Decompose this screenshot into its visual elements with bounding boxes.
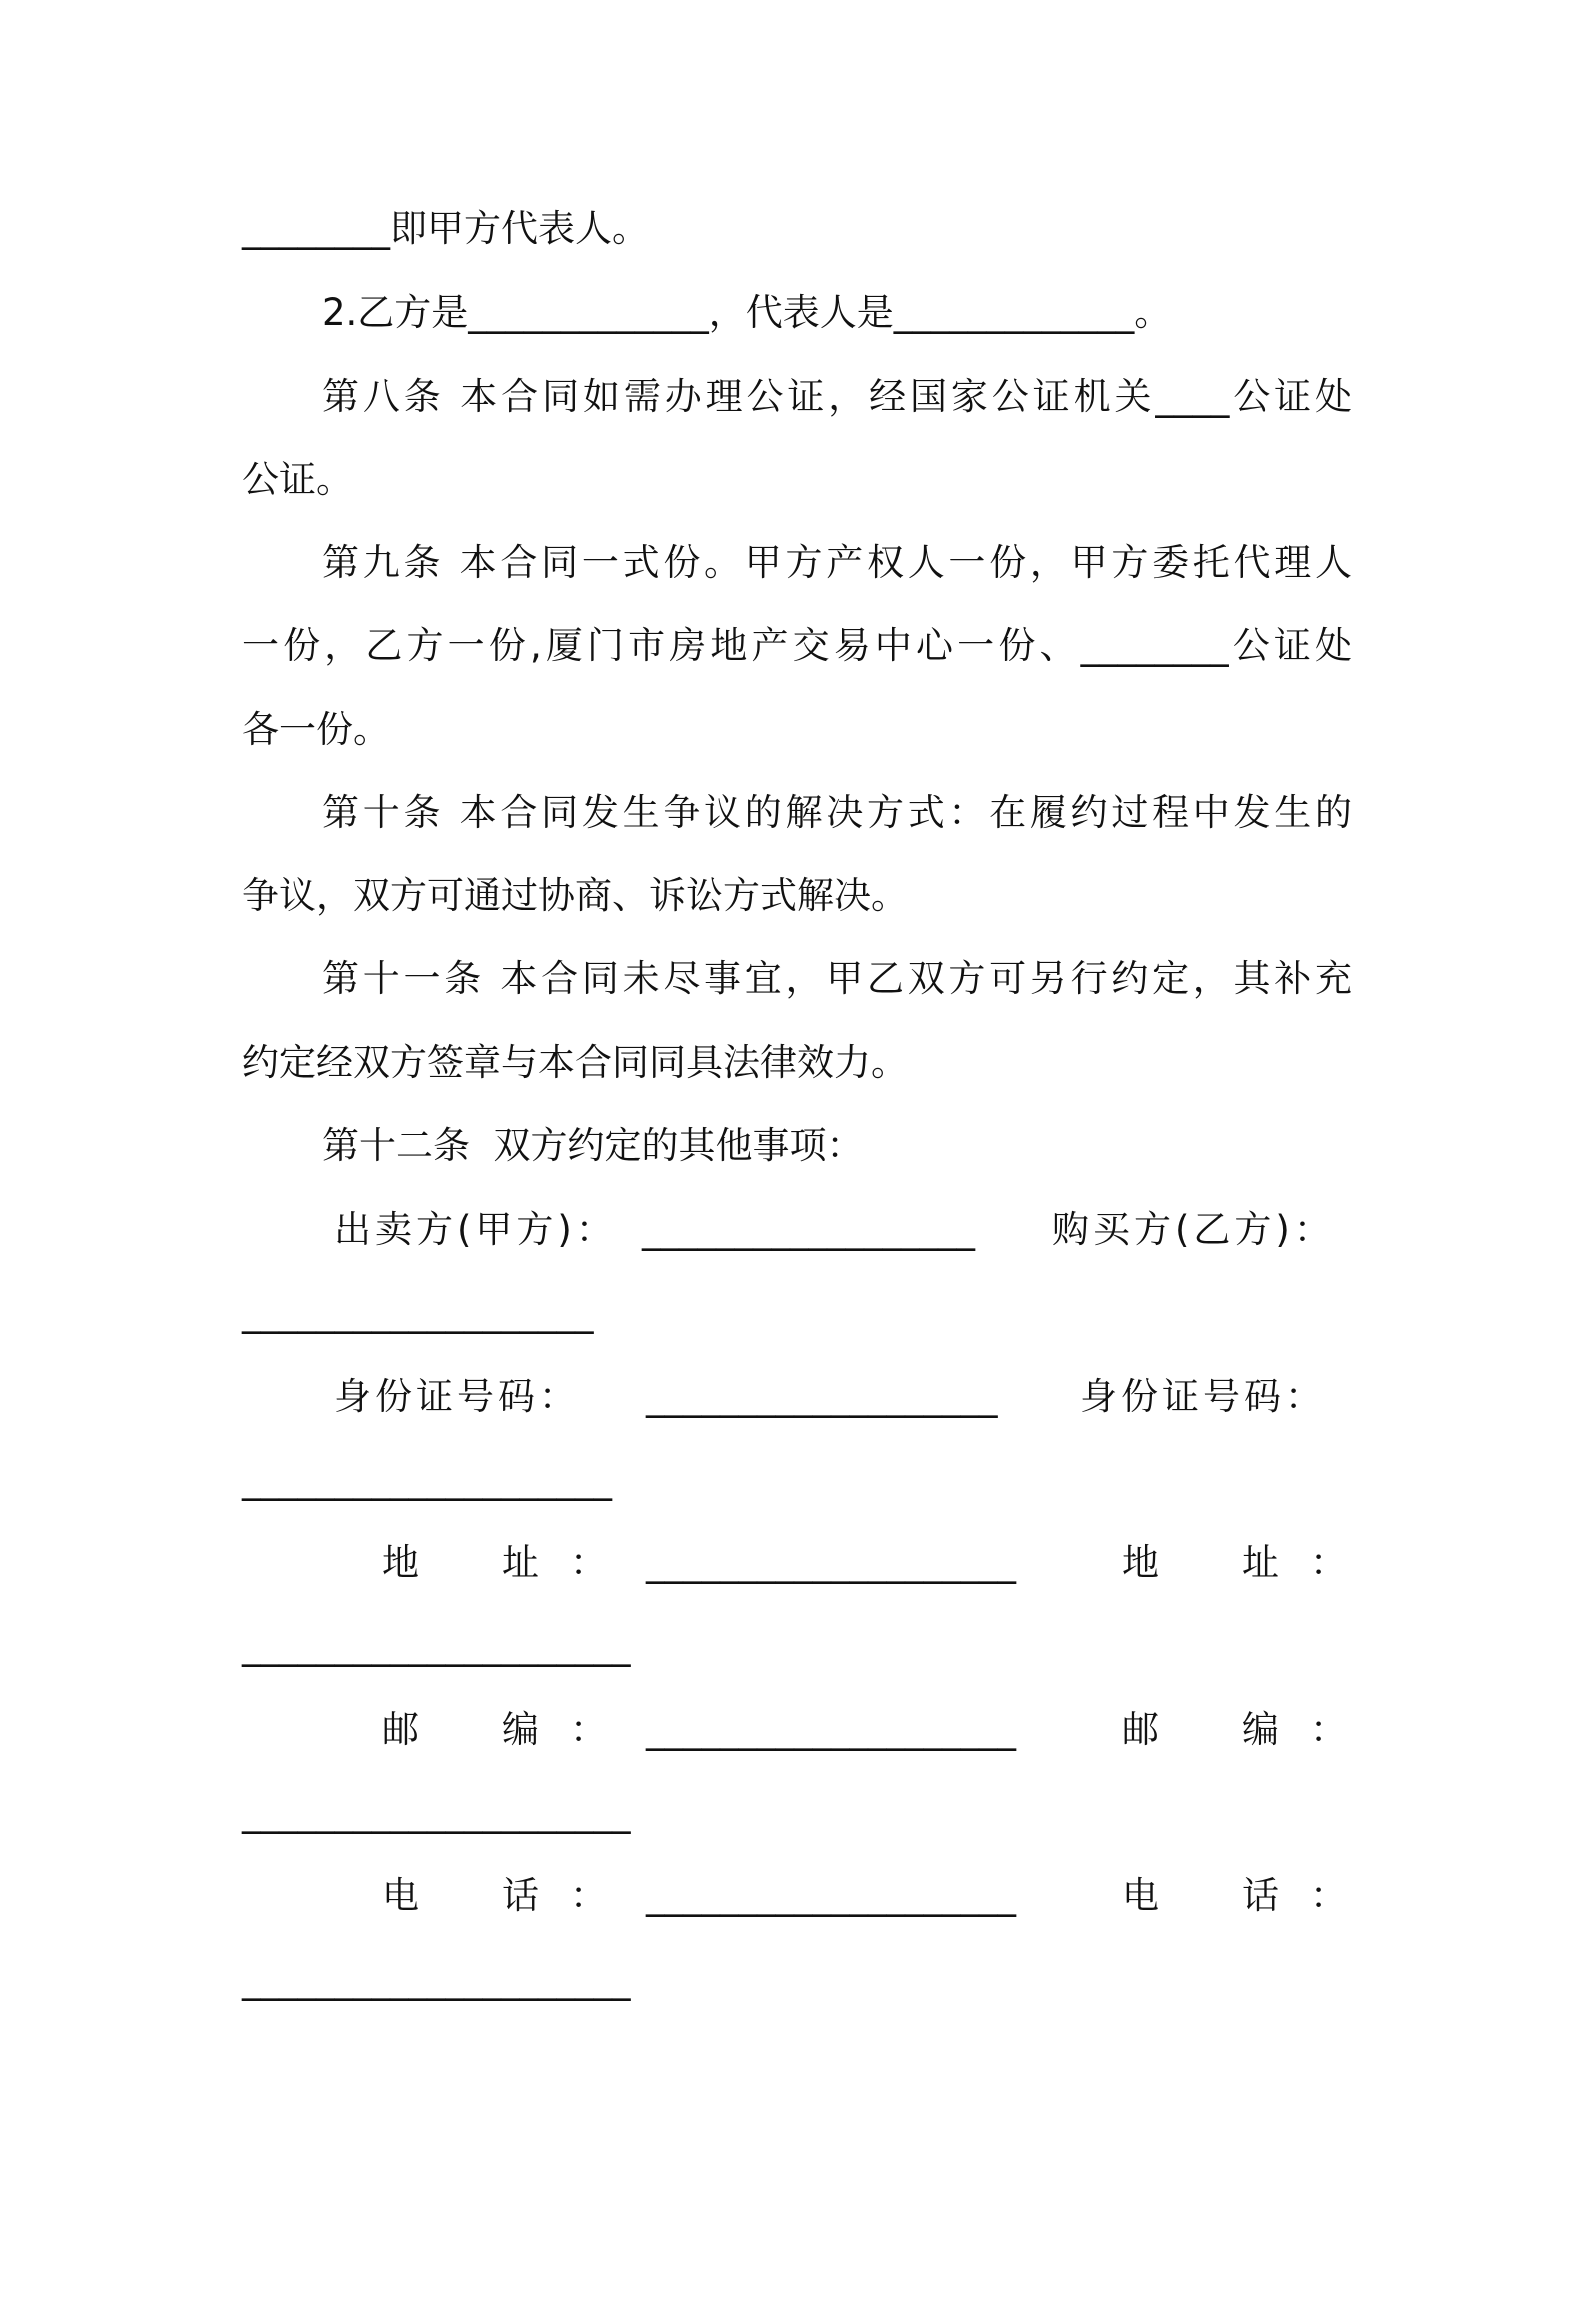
phone-colon-seller: ： [570, 1874, 607, 1917]
address-blank-buyer: _____________________ [242, 1624, 631, 1667]
seller-label: 出卖方(甲方)： [334, 1208, 617, 1251]
phone-label-seller-1: 电 [382, 1874, 419, 1917]
signature-row-address-blank [242, 1621, 1352, 1671]
address-label-buyer-1: 地 [1122, 1541, 1159, 1584]
signature-row-address [242, 1538, 1352, 1588]
address-label-buyer-2: 址 [1242, 1541, 1279, 1584]
id-blank-seller: ___________________ [646, 1375, 998, 1418]
phone-blank-seller: ____________________ [646, 1874, 1016, 1917]
phone-blank-buyer: _____________________ [242, 1958, 631, 2001]
signature-row-phone [242, 1871, 1352, 1921]
id-blank-buyer: ____________________ [242, 1458, 612, 1501]
postcode-colon-buyer: ： [1310, 1708, 1347, 1751]
text-line-article-12: 第十二条 双方约定的其他事项： [322, 1124, 864, 1167]
text-line-article-11-cont: 约定经双方签章与本合同同具法律效力。 [242, 1041, 908, 1084]
postcode-label-buyer-1: 邮 [1122, 1708, 1159, 1751]
address-blank-seller: ____________________ [646, 1541, 1016, 1584]
text-line-article-10-cont: 争议，双方可通过协商、诉讼方式解决。 [242, 874, 908, 917]
text-line-article-8: 第八条 本合同如需办理公证，经国家公证机关____公证处 [322, 375, 1352, 418]
phone-label-seller-2: 话 [502, 1874, 539, 1917]
address-label-seller-1: 地 [382, 1541, 419, 1584]
text-line-article-10: 第十条 本合同发生争议的解决方式：在履约过程中发生的 [322, 791, 1352, 834]
signature-row-parties [242, 1205, 1352, 1255]
text-line-party-b: 2.乙方是_____________，代表人是_____________。 [322, 291, 1172, 334]
text-line-article-9-cont: 一份，乙方一份,厦门市房地产交易中心一份、________公证处 [242, 624, 1352, 667]
address-colon-buyer: ： [1310, 1541, 1347, 1584]
postcode-label-seller-2: 编 [502, 1708, 539, 1751]
phone-label-buyer-2: 话 [1242, 1874, 1279, 1917]
signature-row-buyer-blank [242, 1288, 1352, 1338]
text-line-article-9: 第九条 本合同一式份。甲方产权人一份，甲方委托代理人 [322, 541, 1352, 584]
text-line-article-9-end: 各一份。 [242, 708, 390, 751]
address-colon-seller: ： [570, 1541, 607, 1584]
id-label-seller: 身份证号码： [334, 1375, 580, 1418]
buyer-blank: ___________________ [242, 1291, 594, 1334]
buyer-label: 购买方(乙方)： [1052, 1208, 1335, 1251]
address-label-seller-2: 址 [502, 1541, 539, 1584]
text-line-article-8-cont: 公证。 [242, 458, 353, 501]
signature-row-id [242, 1372, 1352, 1422]
postcode-blank-seller: ____________________ [646, 1708, 1016, 1751]
postcode-label-buyer-2: 编 [1242, 1708, 1279, 1751]
phone-colon-buyer: ： [1310, 1874, 1347, 1917]
text-line-representative: ________即甲方代表人。 [242, 207, 649, 250]
text-line-article-11: 第十一条 本合同未尽事宜，甲乙双方可另行约定，其补充 [322, 957, 1352, 1000]
signature-row-postcode-blank [242, 1788, 1352, 1838]
id-label-buyer: 身份证号码： [1080, 1375, 1326, 1418]
signature-row-phone-blank [242, 1955, 1352, 2005]
signature-row-postcode [242, 1705, 1352, 1755]
postcode-colon-seller: ： [570, 1708, 607, 1751]
postcode-blank-buyer: _____________________ [242, 1791, 631, 1834]
seller-blank: __________________ [642, 1208, 975, 1251]
signature-row-id-blank [242, 1455, 1352, 1505]
phone-label-buyer-1: 电 [1122, 1874, 1159, 1917]
postcode-label-seller-1: 邮 [382, 1708, 419, 1751]
